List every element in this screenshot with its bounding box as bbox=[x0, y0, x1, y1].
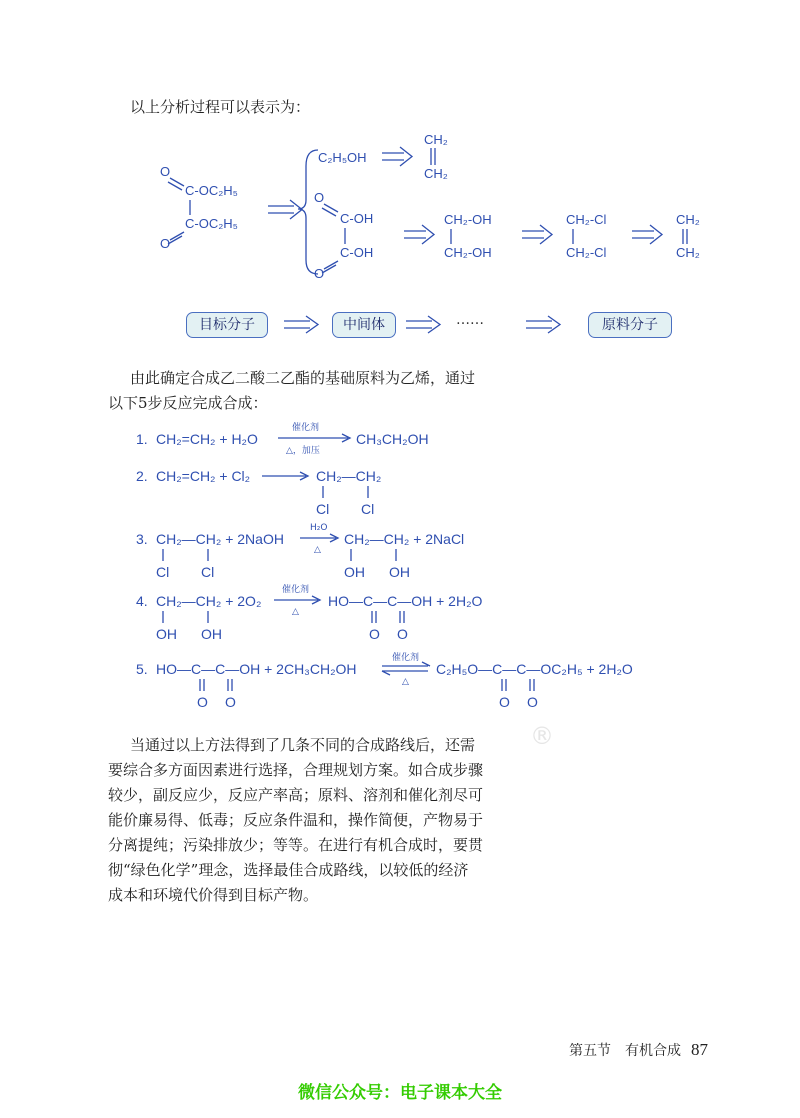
products: C₂H₅O—C—C—OC₂H₅ + 2H₂O bbox=[436, 661, 633, 677]
condition-bottom: △ bbox=[314, 545, 321, 555]
retrosynthesis-scheme bbox=[0, 120, 800, 300]
reaction-number: 5. bbox=[136, 661, 148, 677]
paragraph-line: 要综合多方面因素进行选择，合理规划方案。如合成步骤 bbox=[108, 761, 484, 779]
reactants: CH₂=CH₂ + Cl₂ bbox=[156, 468, 251, 484]
dichloro-top: CH₂-Cl bbox=[566, 212, 607, 227]
flow-box-target: 目标分子 bbox=[186, 312, 268, 338]
substituent: O bbox=[527, 694, 538, 710]
acid-bottom: C-OH bbox=[340, 245, 374, 260]
reactants: CH₂—CH₂ + 2NaOH bbox=[156, 531, 284, 547]
reactants: CH₂=CH₂ + H₂O bbox=[156, 431, 258, 447]
retro-arrow bbox=[632, 225, 662, 244]
ethanol-label: C₂H₅OH bbox=[318, 150, 367, 165]
target-ester-bottom: C-OC₂H₅ bbox=[185, 216, 238, 231]
substituent: Cl bbox=[316, 501, 330, 517]
paragraph-line: 当通过以上方法得到了几条不同的合成路线后，还需 bbox=[130, 736, 476, 754]
reaction-number: 1. bbox=[136, 431, 148, 447]
condition-top: 催化剂 bbox=[392, 653, 420, 663]
condition-top: 催化剂 bbox=[282, 585, 310, 595]
paragraph-line: 由此确定合成乙二酸二乙酯的基础原料为乙烯，通过 bbox=[130, 369, 476, 387]
substituent: O bbox=[197, 694, 208, 710]
retro-arrow bbox=[524, 315, 564, 335]
condition-top: H₂O bbox=[310, 523, 328, 533]
reaction-2 bbox=[136, 468, 381, 517]
ethylene2-bottom: CH₂ bbox=[676, 245, 700, 260]
section-title: 第五节 有机合成 bbox=[569, 1043, 681, 1059]
substituent: Cl bbox=[361, 501, 375, 517]
retro-arrow bbox=[382, 147, 412, 166]
condition-bottom: △ bbox=[402, 677, 409, 687]
substituent: Cl bbox=[201, 564, 215, 580]
reaction-list bbox=[0, 416, 800, 716]
retro-arrow bbox=[282, 315, 322, 335]
substituent: O bbox=[499, 694, 510, 710]
ethylene-top: CH₂ bbox=[424, 132, 448, 147]
retro-arrow bbox=[268, 200, 302, 219]
flow-box-raw: 原料分子 bbox=[588, 312, 672, 338]
reaction-4 bbox=[136, 583, 483, 642]
condition-top: 催化剂 bbox=[292, 423, 320, 433]
reactants: CH₂—CH₂ + 2O₂ bbox=[156, 593, 262, 609]
reaction-5 bbox=[136, 651, 633, 710]
reaction-number: 4. bbox=[136, 593, 148, 609]
condition-bottom: △ bbox=[292, 607, 299, 617]
products: CH₃CH₂OH bbox=[356, 431, 429, 447]
substituent: OH bbox=[156, 626, 177, 642]
paragraph-line: 以下5步反应完成合成： bbox=[108, 394, 268, 412]
intro-text: 以上分析过程可以表示为： bbox=[130, 98, 311, 116]
branch-brace bbox=[298, 150, 318, 274]
reaction-1 bbox=[136, 421, 429, 456]
oxygen-label: O bbox=[160, 236, 171, 251]
paragraph-line: 能价廉易得、低毒；反应条件温和，操作简便，产物易于 bbox=[108, 811, 484, 829]
products: HO—C—C—OH + 2H₂O bbox=[328, 593, 483, 609]
reaction-number: 3. bbox=[136, 531, 148, 547]
reaction-3 bbox=[136, 523, 464, 580]
products: CH₂—CH₂ bbox=[316, 468, 382, 484]
retro-arrow bbox=[404, 315, 444, 335]
dichloro-bottom: CH₂-Cl bbox=[566, 245, 607, 260]
substituent: OH bbox=[389, 564, 410, 580]
page-footer bbox=[569, 1040, 708, 1060]
substituent: OH bbox=[201, 626, 222, 642]
ethylene-bottom: CH₂ bbox=[424, 166, 448, 181]
products: CH₂—CH₂ + 2NaCl bbox=[344, 531, 465, 547]
paragraph-line: 彻“绿色化学”理念，选择最佳合成路线，以较低的经济 bbox=[108, 861, 469, 879]
condition-bottom: △，加压 bbox=[286, 446, 320, 456]
paragraph-line: 成本和环境代价得到目标产物。 bbox=[108, 886, 319, 904]
substituent: O bbox=[397, 626, 408, 642]
wechat-banner: 微信公众号：电子课本大全 bbox=[298, 1083, 502, 1103]
retro-arrow bbox=[404, 225, 434, 244]
substituent: O bbox=[225, 694, 236, 710]
glycol-top: CH₂-OH bbox=[444, 212, 492, 227]
reaction-number: 2. bbox=[136, 468, 148, 484]
retro-arrow bbox=[522, 225, 552, 244]
flow-ellipsis: …… bbox=[456, 312, 484, 328]
substituent: OH bbox=[344, 564, 365, 580]
oxygen-label: O bbox=[160, 164, 171, 179]
flow-box-intermediate: 中间体 bbox=[332, 312, 396, 338]
substituent: O bbox=[369, 626, 380, 642]
substituent: Cl bbox=[156, 564, 170, 580]
page-number: 87 bbox=[691, 1040, 708, 1059]
paragraph-line: 较少，副反应少，反应产率高；原料、溶剂和催化剂尽可 bbox=[108, 786, 484, 804]
reactants: HO—C—C—OH + 2CH₃CH₂OH bbox=[156, 661, 357, 677]
glycol-bottom: CH₂-OH bbox=[444, 245, 492, 260]
oxygen-label: O bbox=[314, 266, 325, 281]
ethylene2-top: CH₂ bbox=[676, 212, 700, 227]
acid-top: C-OH bbox=[340, 211, 374, 226]
paragraph-line: 分离提纯；污染排放少；等等。在进行有机合成时，要贯 bbox=[108, 836, 484, 854]
target-ester-top: C-OC₂H₅ bbox=[185, 183, 238, 198]
registered-watermark: ® bbox=[530, 722, 554, 750]
oxygen-label: O bbox=[314, 190, 325, 205]
